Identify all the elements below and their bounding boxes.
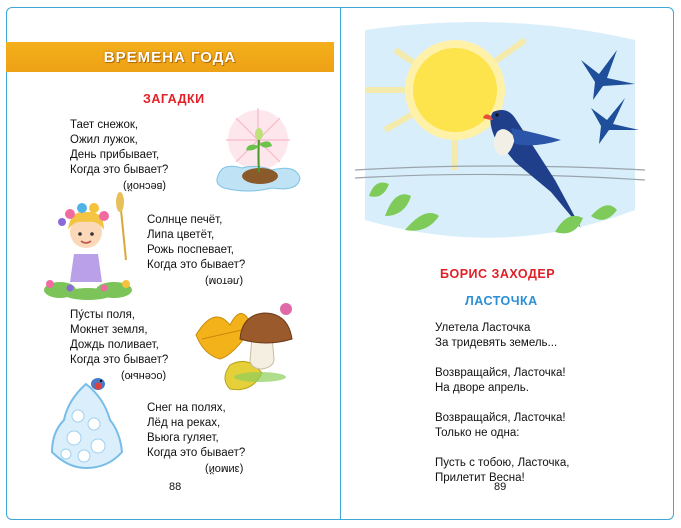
riddles-heading: ЗАГАДКИ [143, 92, 205, 106]
right-page-number: 89 [494, 481, 507, 493]
riddle-4-answer: (зимой) [204, 463, 244, 475]
summer-girl-illustration [40, 190, 138, 300]
swallow-poem [435, 321, 569, 486]
riddle-1 [70, 118, 168, 193]
stanza-1-line-2: За тридевять земель... [435, 337, 558, 349]
riddle-1-line-1: Тает снежок, [70, 119, 139, 131]
stanza-3-line-1: Возвращайся, Ласточка! [435, 412, 566, 424]
riddle-1-line-2: Ожил лужок, [70, 134, 138, 146]
stanza-2-line-2: На дворе апрель. [435, 382, 529, 394]
stanza-4-line-2: Прилетит Весна! [435, 472, 525, 484]
riddle-3-line-1: Пу́сты поля, [70, 309, 135, 321]
riddle-4-line-2: Лёд на реках, [147, 417, 221, 429]
section-banner [6, 42, 334, 72]
riddle-3-line-2: Мокнет земля, [70, 324, 148, 336]
winter-tree-illustration [38, 372, 134, 472]
riddle-2-answer: (летом) [205, 275, 244, 287]
sprout-illustration [212, 106, 304, 196]
riddle-3-line-4: Когда это бывает? [70, 354, 169, 366]
stanza-4-line-1: Пусть с тобою, Ласточка, [435, 457, 570, 469]
book-spine [340, 7, 341, 520]
stanza-3-line-2: Только не одна: [435, 427, 520, 439]
riddle-3-line-3: Дождь поливает, [70, 339, 159, 351]
swallow-sun-illustration [355, 20, 645, 252]
section-title: ВРЕМЕНА ГОДА [103, 48, 237, 66]
riddle-2-line-2: Липа цветёт, [147, 229, 215, 241]
riddle-1-line-4: Когда это бывает? [70, 164, 169, 176]
riddle-2 [147, 213, 245, 288]
riddle-4-line-1: Снег на полях, [147, 402, 226, 414]
riddle-4 [147, 401, 245, 476]
riddle-1-answer: (весной) [123, 180, 167, 192]
riddle-4-line-4: Когда это бывает? [147, 447, 246, 459]
riddle-1-line-3: День прибывает, [70, 149, 160, 161]
riddle-3-answer: (осенью) [121, 370, 167, 382]
stanza-2-line-1: Возвращайся, Ласточка! [435, 367, 566, 379]
riddle-2-line-1: Солнце печёт, [147, 214, 223, 226]
author-name: БОРИС ЗАХОДЕР [440, 267, 556, 281]
riddle-2-line-4: Когда это бывает? [147, 259, 246, 271]
stanza-1-line-1: Улетела Ласточка [435, 322, 531, 334]
riddle-2-line-3: Рожь поспевает, [147, 244, 234, 256]
poem-title: ЛАСТОЧКА [465, 294, 538, 308]
left-page-number: 88 [169, 481, 182, 493]
riddle-4-line-3: Вьюга гуляет, [147, 432, 219, 444]
autumn-mushroom-illustration [190, 295, 302, 395]
